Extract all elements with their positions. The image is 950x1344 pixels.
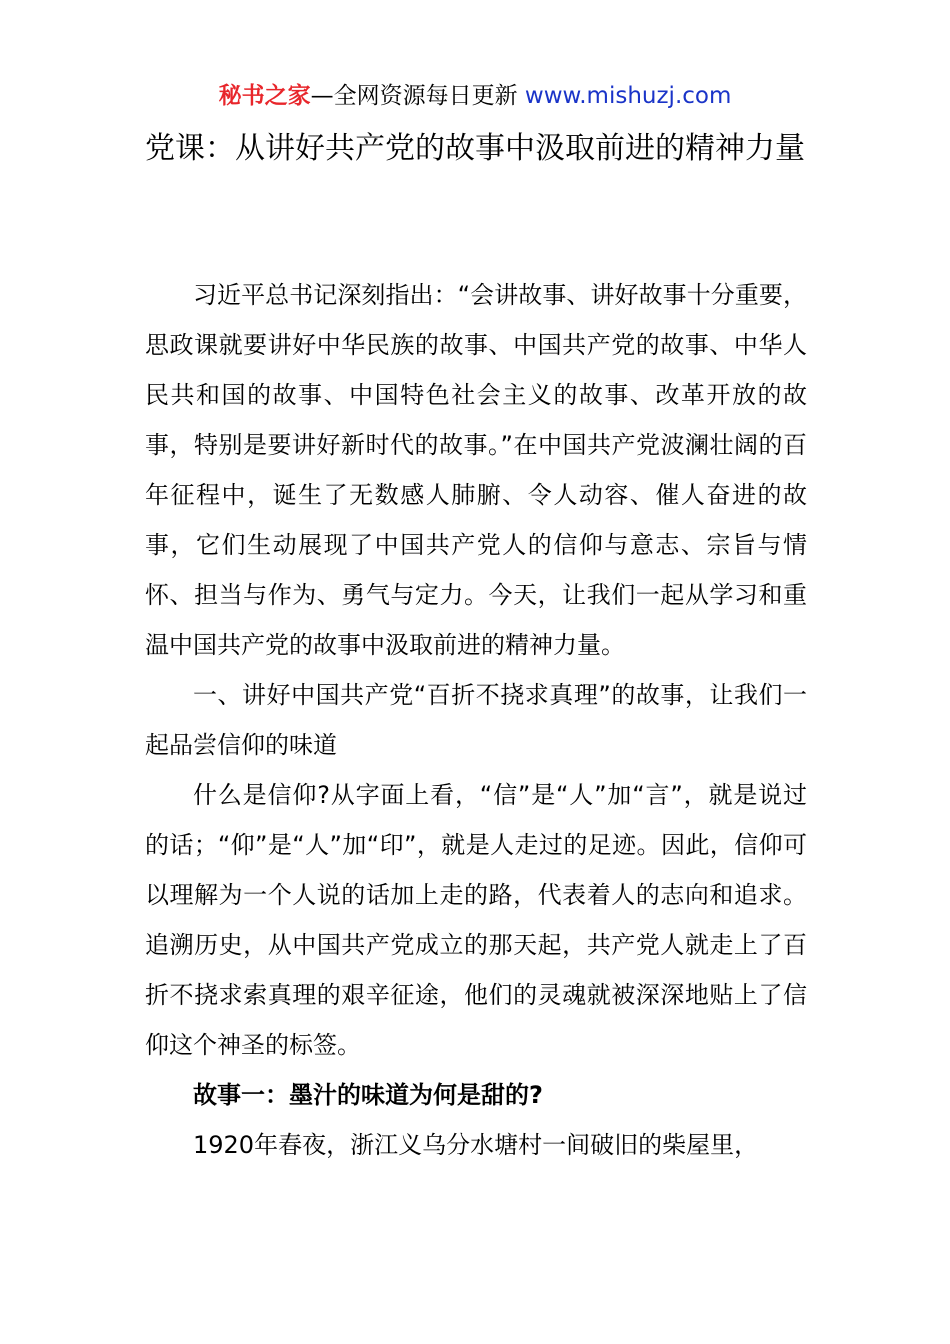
site-tagline: —全网资源每日更新 (310, 83, 518, 109)
story-paragraph: 1920年春夜，浙江义乌分水塘村一间破旧的柴屋里， (193, 1131, 759, 1159)
site-brand: 秘书之家 (218, 83, 311, 109)
document-body (145, 270, 807, 1170)
site-header (0, 80, 950, 112)
document-title: 党课：从讲好共产党的故事中汲取前进的精神力量 (145, 131, 805, 166)
story-heading: 故事一：墨汁的味道为何是甜的? (193, 1081, 543, 1109)
site-url-link[interactable]: www.mishuzj.com (524, 83, 732, 109)
faith-paragraph: 什么是信仰?从字面上看，“信”是“人”加“言”，就是说过的话；“仰”是“人”加“印”，就是人走过的足迹。因此，信仰可以理解为一个人说的话加上走的路，代表着人的志向和追求。追溯历史，从中国共产党成立的那天起，共产党人就走上了百折不挠求索真理的艰辛征途，他们的灵魂就被深深地贴上了信仰这个神圣的标签。 (145, 781, 807, 1059)
intro-paragraph: 习近平总书记深刻指出：“会讲故事、讲好故事十分重要，思政课就要讲好中华民族的故事、中国共产党的故事、中华人民共和国的故事、中国特色社会主义的故事、改革开放的故事，特别是要讲好新时代的故事。”在中国共产党波澜壮阔的百年征程中，诞生了无数感人肺腑、令人动容、催人奋进的故事，它们生动展现了中国共产党人的信仰与意志、宗旨与情怀、担当与作为、勇气与定力。今天，让我们一起从学习和重温中国共产党的故事中汲取前进的精神力量。 (145, 281, 807, 659)
section-heading: 一、讲好中国共产党“百折不挠求真理”的故事，让我们一起品尝信仰的味道 (145, 681, 807, 759)
